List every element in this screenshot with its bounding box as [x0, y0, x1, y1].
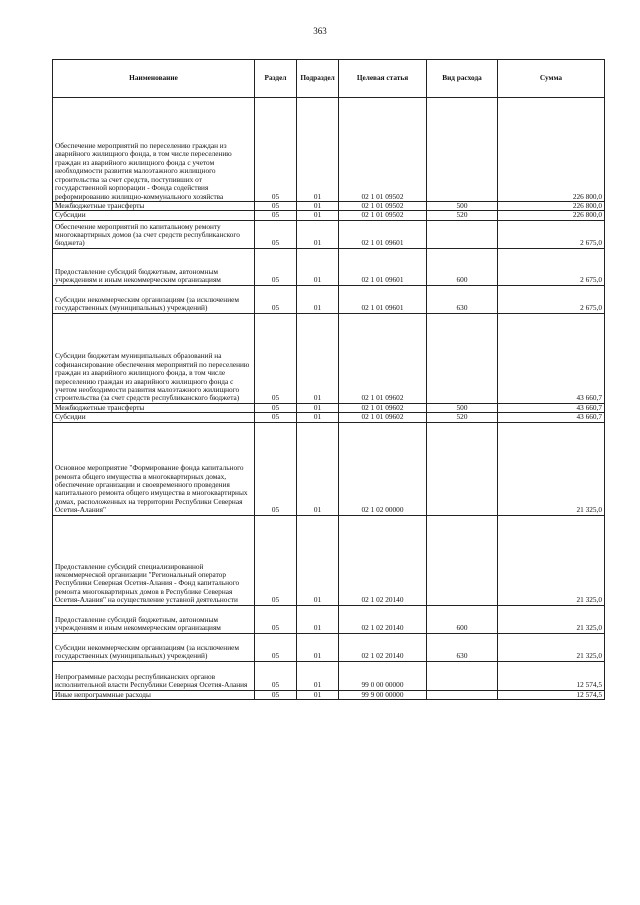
cell-subsection: 01 — [297, 211, 339, 220]
cell-amount: 226 800,0 — [498, 211, 605, 220]
cell-section: 05 — [255, 313, 297, 403]
cell-subsection: 01 — [297, 515, 339, 605]
table-row — [53, 515, 605, 605]
cell-target: 02 1 01 09502 — [339, 202, 427, 211]
cell-amount: 43 660,7 — [498, 413, 605, 422]
cell-expense-type: 600 — [427, 248, 498, 285]
cell-target: 02 1 01 09602 — [339, 403, 427, 412]
page-number: 363 — [313, 26, 327, 36]
header-amount: Сумма — [498, 60, 605, 98]
cell-subsection: 01 — [297, 633, 339, 661]
cell-section: 05 — [255, 211, 297, 220]
table-row — [53, 220, 605, 248]
cell-subsection: 01 — [297, 690, 339, 699]
cell-expense-type — [427, 661, 498, 690]
cell-name: Субсидии некоммерческим организациям (за исключением государственных (муниципальных) учреждений) — [53, 285, 255, 313]
cell-target: 02 1 02 20140 — [339, 605, 427, 633]
table-row — [53, 422, 605, 515]
cell-amount: 21 325,0 — [498, 605, 605, 633]
cell-target: 99 0 00 00000 — [339, 661, 427, 690]
table-row — [53, 633, 605, 661]
cell-section: 05 — [255, 605, 297, 633]
cell-expense-type: 500 — [427, 202, 498, 211]
cell-subsection: 01 — [297, 403, 339, 412]
cell-target: 02 1 01 09502 — [339, 211, 427, 220]
cell-name: Предоставление субсидий специализированной некоммерческой организации "Региональный оператор Республики Северная Осетия-Алания - Фонд капитального ремонта многоквартирных домов в Республике Северная Осетия-Алания" на осуществление уставной деятельности — [53, 515, 255, 605]
cell-section: 05 — [255, 422, 297, 515]
table-row — [53, 98, 605, 202]
cell-name: Межбюджетные трансферты — [53, 403, 255, 412]
table-row — [53, 248, 605, 285]
cell-subsection: 01 — [297, 313, 339, 403]
header-section: Раздел — [255, 60, 297, 98]
cell-section: 05 — [255, 690, 297, 699]
table-header-row — [53, 60, 605, 98]
cell-expense-type — [427, 220, 498, 248]
cell-section: 05 — [255, 515, 297, 605]
cell-target: 02 1 02 20140 — [339, 515, 427, 605]
cell-amount: 43 660,7 — [498, 313, 605, 403]
cell-subsection: 01 — [297, 220, 339, 248]
table-row — [53, 661, 605, 690]
cell-expense-type — [427, 422, 498, 515]
header-name: Наименование — [53, 60, 255, 98]
cell-name: Субсидии — [53, 413, 255, 422]
cell-subsection: 01 — [297, 202, 339, 211]
cell-subsection: 01 — [297, 422, 339, 515]
cell-subsection: 01 — [297, 98, 339, 202]
cell-target: 99 9 00 00000 — [339, 690, 427, 699]
cell-target: 02 1 01 09602 — [339, 413, 427, 422]
cell-amount: 226 800,0 — [498, 98, 605, 202]
cell-amount: 2 675,0 — [498, 285, 605, 313]
cell-name: Обеспечение мероприятий по капитальному ремонту многоквартирных домов (за счет средств республиканского бюджета) — [53, 220, 255, 248]
cell-name: Субсидии — [53, 211, 255, 220]
cell-name: Субсидии некоммерческим организациям (за исключением государственных (муниципальных) учреждений) — [53, 633, 255, 661]
cell-subsection: 01 — [297, 413, 339, 422]
cell-amount: 2 675,0 — [498, 220, 605, 248]
cell-amount: 2 675,0 — [498, 248, 605, 285]
cell-expense-type: 600 — [427, 605, 498, 633]
budget-table — [52, 59, 605, 700]
cell-subsection: 01 — [297, 285, 339, 313]
table-row — [53, 690, 605, 699]
cell-expense-type: 630 — [427, 633, 498, 661]
cell-section: 05 — [255, 661, 297, 690]
cell-name: Предоставление субсидий бюджетным, автономным учреждениям и иным некоммерческим организациям — [53, 248, 255, 285]
cell-subsection: 01 — [297, 605, 339, 633]
cell-subsection: 01 — [297, 661, 339, 690]
cell-amount: 226 800,0 — [498, 202, 605, 211]
table-row — [53, 202, 605, 211]
cell-amount: 12 574,5 — [498, 661, 605, 690]
cell-section: 05 — [255, 202, 297, 211]
cell-amount: 21 325,0 — [498, 515, 605, 605]
cell-name: Субсидии бюджетам муниципальных образований на софинансирование обеспечения мероприятий по переселению граждан из аварийного жилищного фонда, в том числе переселению граждан из аварийного жилищного фонда с учетом необходимости развития малоэтажного жилищного строительства (за счет средств республиканского бюджета) — [53, 313, 255, 403]
cell-section: 05 — [255, 220, 297, 248]
cell-section: 05 — [255, 98, 297, 202]
table-row — [53, 211, 605, 220]
cell-name: Межбюджетные трансферты — [53, 202, 255, 211]
table-row — [53, 403, 605, 412]
header-subsection: Подраздел — [297, 60, 339, 98]
cell-section: 05 — [255, 285, 297, 313]
table-row — [53, 413, 605, 422]
table-row — [53, 605, 605, 633]
cell-target: 02 1 01 09502 — [339, 98, 427, 202]
table-row — [53, 313, 605, 403]
cell-section: 05 — [255, 413, 297, 422]
cell-section: 05 — [255, 633, 297, 661]
cell-expense-type — [427, 98, 498, 202]
header-target: Целевая статья — [339, 60, 427, 98]
cell-target: 02 1 01 09602 — [339, 313, 427, 403]
cell-name: Обеспечение мероприятий по переселению граждан из аварийного жилищного фонда, в том числе переселению граждан из аварийного жилищного фонда с учетом необходимости развития малоэтажного жилищного строительства за счет средств, поступивших от государственной корпорации - Фонда содействия реформированию жилищно-коммунального хозяйства — [53, 98, 255, 202]
cell-target: 02 1 02 00000 — [339, 422, 427, 515]
cell-expense-type: 520 — [427, 413, 498, 422]
cell-target: 02 1 01 09601 — [339, 248, 427, 285]
cell-expense-type — [427, 690, 498, 699]
cell-target: 02 1 02 20140 — [339, 633, 427, 661]
cell-amount: 12 574,5 — [498, 690, 605, 699]
cell-amount: 21 325,0 — [498, 633, 605, 661]
cell-expense-type: 520 — [427, 211, 498, 220]
cell-section: 05 — [255, 248, 297, 285]
cell-section: 05 — [255, 403, 297, 412]
cell-amount: 21 325,0 — [498, 422, 605, 515]
cell-expense-type: 500 — [427, 403, 498, 412]
header-expense-type: Вид расхода — [427, 60, 498, 98]
cell-amount: 43 660,7 — [498, 403, 605, 412]
cell-name: Иные непрограммные расходы — [53, 690, 255, 699]
cell-target: 02 1 01 09601 — [339, 285, 427, 313]
cell-name: Основное мероприятие "Формирование фонда капитального ремонта общего имущества в многоквартирных домах, обеспечение организации и своевременного проведения капитального ремонта общего имущества в многоквартирных домах, расположенных на территории Республики Северная Осетия-Алания" — [53, 422, 255, 515]
cell-subsection: 01 — [297, 248, 339, 285]
cell-target: 02 1 01 09601 — [339, 220, 427, 248]
cell-name: Предоставление субсидий бюджетным, автономным учреждениям и иным некоммерческим организациям — [53, 605, 255, 633]
table-body — [53, 98, 605, 700]
cell-expense-type: 630 — [427, 285, 498, 313]
cell-expense-type — [427, 313, 498, 403]
table-row — [53, 285, 605, 313]
cell-name: Непрограммные расходы республиканских органов исполнительной власти Республики Северная Осетия-Алания — [53, 661, 255, 690]
cell-expense-type — [427, 515, 498, 605]
